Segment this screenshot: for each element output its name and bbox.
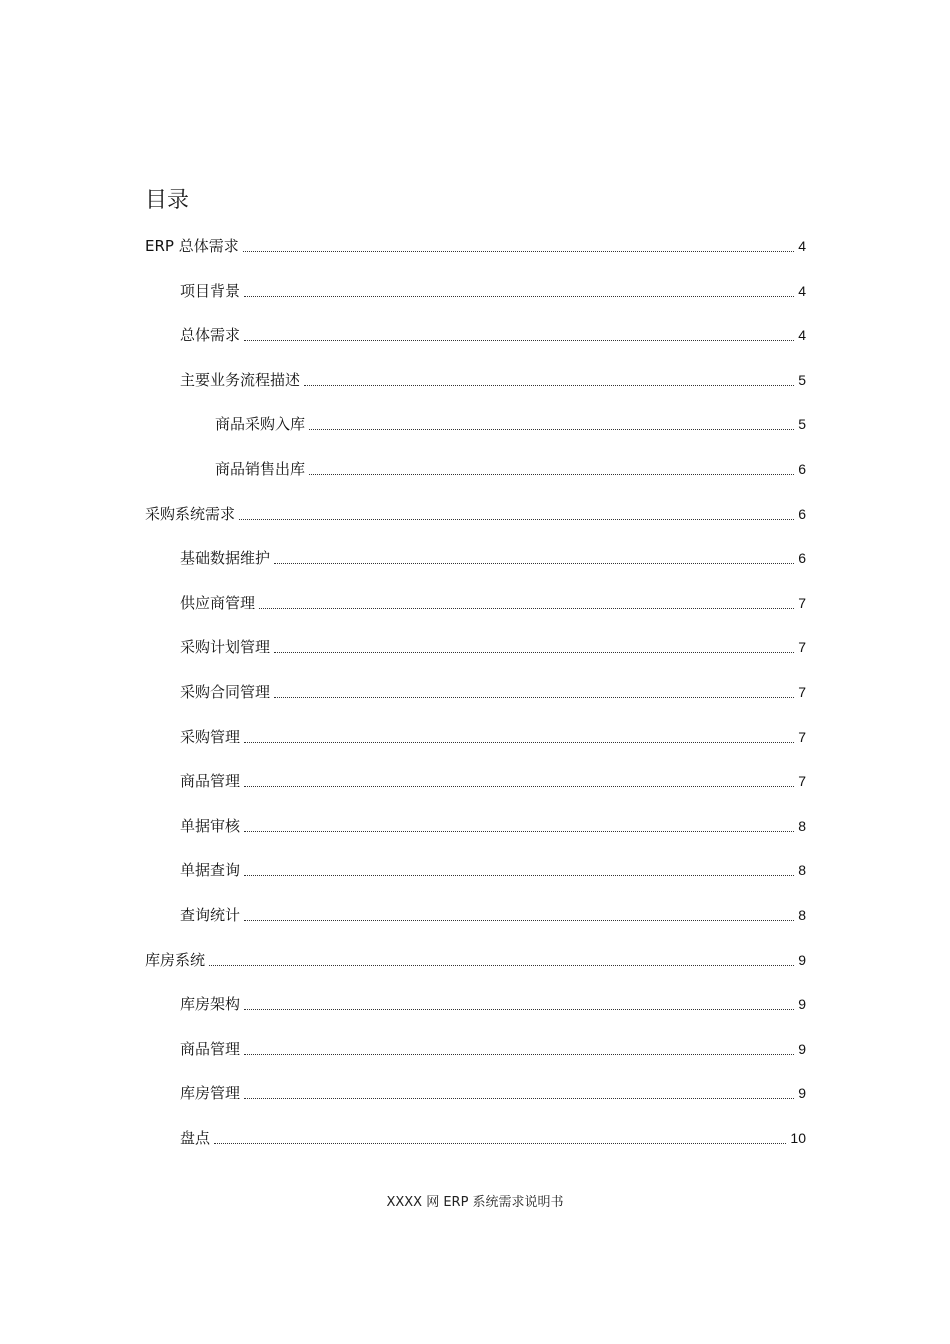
toc-dot-leader [214,1143,786,1144]
toc-dot-leader [239,519,794,520]
toc-dot-leader [244,786,794,787]
toc-entry-page-number: 9 [798,996,806,1012]
toc-entry-label: 采购管理 [180,728,241,746]
toc-title: 目录 [145,188,190,213]
toc-entry[interactable] [180,324,806,346]
toc-entry-page-number: 9 [798,1041,806,1057]
toc-entry-label: 采购计划管理 [180,638,271,656]
toc-entry-label: ERP 总体需求 [145,237,239,255]
toc-entry[interactable] [180,636,806,658]
toc-entry-page-number: 7 [798,595,806,611]
toc-entry-label: 商品管理 [180,1040,241,1058]
toc-entry[interactable] [180,1038,806,1060]
toc-entry-page-number: 8 [798,907,806,923]
toc-dot-leader [244,1009,794,1010]
toc-entry-page-number: 4 [798,327,806,343]
toc-entry-page-number: 8 [798,818,806,834]
toc-dot-leader [274,697,794,698]
toc-entry-label: 项目背景 [180,282,241,300]
toc-dot-leader [244,920,794,921]
toc-entry[interactable] [180,681,806,703]
toc-entry-page-number: 7 [798,684,806,700]
toc-entry-page-number: 5 [798,416,806,432]
toc-dot-leader [259,608,794,609]
toc-dot-leader [244,340,794,341]
toc-entry[interactable] [145,503,806,525]
toc-entry-page-number: 4 [798,283,806,299]
toc-entry-page-number: 8 [798,862,806,878]
toc-entry[interactable] [180,1082,806,1104]
toc-entry-label: 采购系统需求 [145,505,236,523]
toc-entry-label: 基础数据维护 [180,549,271,567]
toc-entry-label: 单据查询 [180,861,241,879]
toc-entry-label: 采购合同管理 [180,683,271,701]
toc-entry-label: 商品采购入库 [215,415,306,433]
toc-entry[interactable] [180,993,806,1015]
toc-entry[interactable] [180,1127,806,1149]
toc-entry-page-number: 10 [790,1130,806,1146]
toc-entry[interactable] [180,547,806,569]
toc-entry-label: 库房管理 [180,1084,241,1102]
toc-entry-page-number: 9 [798,1085,806,1101]
toc-entry-page-number: 4 [798,238,806,254]
toc-dot-leader [274,652,794,653]
toc-entry[interactable] [180,280,806,302]
toc-entry-label: 供应商管理 [180,594,256,612]
toc-entry-page-number: 5 [798,372,806,388]
toc-dot-leader [244,1098,794,1099]
toc-entry[interactable] [180,815,806,837]
toc-entry-label: 库房架构 [180,995,241,1013]
toc-entry-label: 查询统计 [180,906,241,924]
toc-dot-leader [209,965,794,966]
toc-entry-label: 库房系统 [145,951,206,969]
toc-entry[interactable] [180,592,806,614]
toc-entry-label: 商品销售出库 [215,460,306,478]
toc-dot-leader [244,742,794,743]
toc-entry-label: 总体需求 [180,326,241,344]
toc-dot-leader [309,474,794,475]
toc-entry[interactable] [145,235,806,257]
toc-entry-page-number: 7 [798,773,806,789]
toc-entry[interactable] [180,726,806,748]
toc-dot-leader [244,1054,794,1055]
toc-entry[interactable] [145,949,806,971]
toc-dot-leader [243,251,794,252]
page-footer: XXXX 网 ERP 系统需求说明书 [386,1195,564,1210]
toc-entry-page-number: 9 [798,952,806,968]
toc-entry-label: 盘点 [180,1129,211,1147]
toc-entry-page-number: 7 [798,639,806,655]
toc-dot-leader [304,385,794,386]
toc-dot-leader [244,875,794,876]
toc-entry-label: 主要业务流程描述 [180,371,301,389]
toc-entry-label: 单据审核 [180,817,241,835]
toc-entry[interactable] [180,859,806,881]
toc-dot-leader [244,296,794,297]
toc-entry[interactable] [180,770,806,792]
toc-dot-leader [274,563,794,564]
toc-entry[interactable] [180,904,806,926]
toc-dot-leader [244,831,794,832]
toc-entry[interactable] [215,413,806,435]
toc-entry[interactable] [180,369,806,391]
toc-dot-leader [309,429,794,430]
toc-entry-label: 商品管理 [180,772,241,790]
toc-entry[interactable] [215,458,806,480]
toc-entry-page-number: 6 [798,550,806,566]
toc-entry-page-number: 7 [798,729,806,745]
toc-entry-page-number: 6 [798,461,806,477]
toc-entry-page-number: 6 [798,506,806,522]
